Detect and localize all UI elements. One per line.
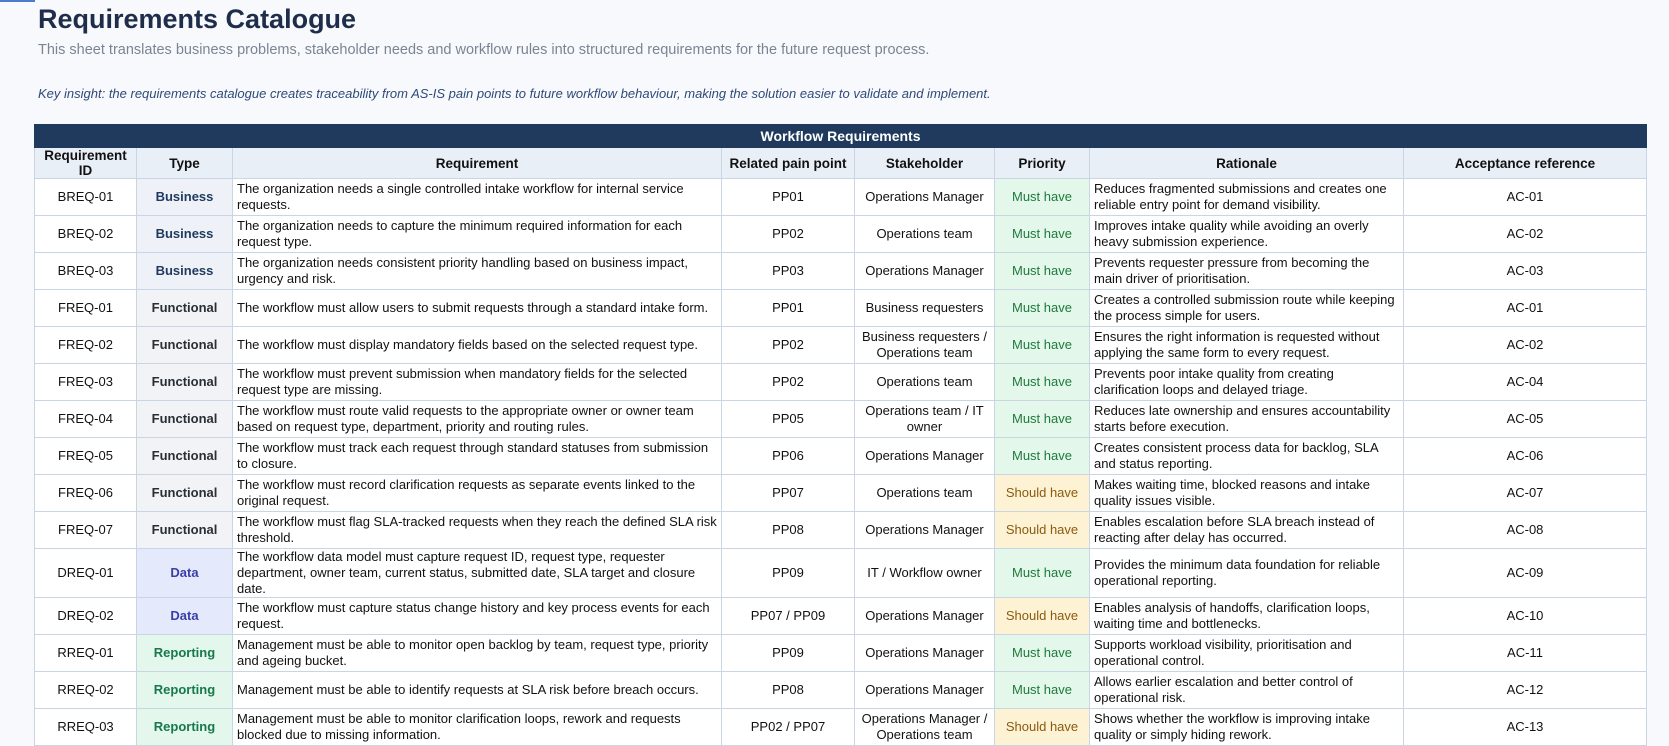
table-row bbox=[35, 401, 1647, 438]
cell-requirement: The workflow must capture status change history and key process events for each request. bbox=[233, 598, 722, 635]
cell-requirement-id: BREQ-02 bbox=[35, 216, 137, 253]
cell-pain-point: PP08 bbox=[722, 672, 855, 709]
cell-requirement: The workflow data model must capture request ID, request type, requester department, owner team, current status, submitted date, SLA target and closure date. bbox=[233, 549, 722, 598]
cell-rationale: Reduces fragmented submissions and creates one reliable entry point for demand visibility. bbox=[1090, 179, 1404, 216]
cell-pain-point: PP02 bbox=[722, 216, 855, 253]
cell-stakeholder: Business requesters bbox=[855, 290, 995, 327]
cell-pain-point: PP05 bbox=[722, 401, 855, 438]
cell-acceptance-reference: AC-13 bbox=[1404, 709, 1647, 746]
cell-stakeholder: Operations Manager bbox=[855, 512, 995, 549]
cell-type: Business bbox=[137, 179, 233, 216]
cell-stakeholder: Operations Manager bbox=[855, 635, 995, 672]
cell-pain-point: PP01 bbox=[722, 290, 855, 327]
cell-requirement-id: DREQ-01 bbox=[35, 549, 137, 598]
header-acceptance-reference: Acceptance reference bbox=[1404, 148, 1647, 179]
cell-rationale: Enables analysis of handoffs, clarification loops, waiting time and bottlenecks. bbox=[1090, 598, 1404, 635]
cell-type: Functional bbox=[137, 327, 233, 364]
cell-pain-point: PP06 bbox=[722, 438, 855, 475]
cell-type: Functional bbox=[137, 290, 233, 327]
cell-requirement-id: FREQ-02 bbox=[35, 327, 137, 364]
cell-requirement: The workflow must flag SLA-tracked requests when they reach the defined SLA risk threshold. bbox=[233, 512, 722, 549]
cell-requirement-id: RREQ-01 bbox=[35, 635, 137, 672]
cell-rationale: Improves intake quality while avoiding an overly heavy submission experience. bbox=[1090, 216, 1404, 253]
table-row bbox=[35, 672, 1647, 709]
cell-type: Reporting bbox=[137, 709, 233, 746]
header-rationale: Rationale bbox=[1090, 148, 1404, 179]
table-body bbox=[35, 179, 1647, 746]
cell-type: Data bbox=[137, 598, 233, 635]
cell-pain-point: PP09 bbox=[722, 635, 855, 672]
cell-rationale: Makes waiting time, blocked reasons and intake quality issues visible. bbox=[1090, 475, 1404, 512]
cell-acceptance-reference: AC-10 bbox=[1404, 598, 1647, 635]
header-requirement: Requirement bbox=[233, 148, 722, 179]
table-row bbox=[35, 179, 1647, 216]
cell-priority: Should have bbox=[995, 709, 1090, 746]
cell-requirement: The organization needs to capture the minimum required information for each request type. bbox=[233, 216, 722, 253]
cell-priority: Should have bbox=[995, 598, 1090, 635]
cell-requirement: The organization needs a single controlled intake workflow for internal service requests. bbox=[233, 179, 722, 216]
corner-accent bbox=[0, 0, 35, 2]
cell-rationale: Shows whether the workflow is improving intake quality or simply hiding rework. bbox=[1090, 709, 1404, 746]
cell-priority: Must have bbox=[995, 290, 1090, 327]
key-insight: Key insight: the requirements catalogue creates traceability from AS-IS pain points to future workflow behaviour, making the solution easier to validate and implement. bbox=[38, 86, 991, 101]
cell-pain-point: PP07 bbox=[722, 475, 855, 512]
table-row bbox=[35, 549, 1647, 598]
cell-acceptance-reference: AC-03 bbox=[1404, 253, 1647, 290]
cell-acceptance-reference: AC-07 bbox=[1404, 475, 1647, 512]
table-row bbox=[35, 216, 1647, 253]
header-stakeholder: Stakeholder bbox=[855, 148, 995, 179]
cell-requirement-id: RREQ-03 bbox=[35, 709, 137, 746]
cell-acceptance-reference: AC-08 bbox=[1404, 512, 1647, 549]
cell-acceptance-reference: AC-04 bbox=[1404, 364, 1647, 401]
cell-type: Functional bbox=[137, 438, 233, 475]
cell-requirement: The workflow must record clarification requests as separate events linked to the original request. bbox=[233, 475, 722, 512]
cell-rationale: Prevents poor intake quality from creating clarification loops and delayed triage. bbox=[1090, 364, 1404, 401]
cell-acceptance-reference: AC-02 bbox=[1404, 216, 1647, 253]
table-row bbox=[35, 253, 1647, 290]
cell-requirement: The workflow must track each request through standard statuses from submission to closure. bbox=[233, 438, 722, 475]
cell-requirement: Management must be able to monitor open backlog by team, request type, priority and ageing bucket. bbox=[233, 635, 722, 672]
table-row bbox=[35, 438, 1647, 475]
cell-pain-point: PP07 / PP09 bbox=[722, 598, 855, 635]
cell-pain-point: PP02 bbox=[722, 327, 855, 364]
cell-requirement: The organization needs consistent priority handling based on business impact, urgency and risk. bbox=[233, 253, 722, 290]
cell-priority: Must have bbox=[995, 216, 1090, 253]
cell-requirement: The workflow must allow users to submit requests through a standard intake form. bbox=[233, 290, 722, 327]
cell-priority: Must have bbox=[995, 327, 1090, 364]
table-row bbox=[35, 598, 1647, 635]
cell-rationale: Reduces late ownership and ensures accountability starts before execution. bbox=[1090, 401, 1404, 438]
cell-requirement-id: FREQ-01 bbox=[35, 290, 137, 327]
cell-type: Functional bbox=[137, 401, 233, 438]
cell-requirement-id: RREQ-02 bbox=[35, 672, 137, 709]
cell-stakeholder: Operations Manager bbox=[855, 179, 995, 216]
cell-rationale: Creates consistent process data for backlog, SLA and status reporting. bbox=[1090, 438, 1404, 475]
table-row bbox=[35, 475, 1647, 512]
cell-pain-point: PP02 bbox=[722, 364, 855, 401]
cell-stakeholder: Operations team bbox=[855, 475, 995, 512]
cell-requirement-id: FREQ-07 bbox=[35, 512, 137, 549]
cell-requirement-id: BREQ-01 bbox=[35, 179, 137, 216]
cell-rationale: Prevents requester pressure from becoming the main driver of prioritisation. bbox=[1090, 253, 1404, 290]
cell-requirement-id: FREQ-05 bbox=[35, 438, 137, 475]
cell-acceptance-reference: AC-02 bbox=[1404, 327, 1647, 364]
page-title: Requirements Catalogue bbox=[38, 4, 357, 34]
table-row bbox=[35, 364, 1647, 401]
cell-pain-point: PP03 bbox=[722, 253, 855, 290]
header-priority: Priority bbox=[995, 148, 1090, 179]
cell-requirement-id: DREQ-02 bbox=[35, 598, 137, 635]
cell-acceptance-reference: AC-06 bbox=[1404, 438, 1647, 475]
header-type: Type bbox=[137, 148, 233, 179]
requirements-table bbox=[34, 124, 1647, 746]
cell-stakeholder: Business requesters / Operations team bbox=[855, 327, 995, 364]
cell-rationale: Enables escalation before SLA breach instead of reacting after delay has occurred. bbox=[1090, 512, 1404, 549]
cell-rationale: Provides the minimum data foundation for reliable operational reporting. bbox=[1090, 549, 1404, 598]
cell-stakeholder: Operations team bbox=[855, 216, 995, 253]
cell-type: Functional bbox=[137, 364, 233, 401]
cell-acceptance-reference: AC-01 bbox=[1404, 290, 1647, 327]
cell-requirement-id: FREQ-03 bbox=[35, 364, 137, 401]
cell-pain-point: PP08 bbox=[722, 512, 855, 549]
cell-priority: Must have bbox=[995, 438, 1090, 475]
table-row bbox=[35, 709, 1647, 746]
cell-priority: Must have bbox=[995, 549, 1090, 598]
cell-acceptance-reference: AC-01 bbox=[1404, 179, 1647, 216]
table-row bbox=[35, 327, 1647, 364]
cell-stakeholder: Operations team / IT owner bbox=[855, 401, 995, 438]
cell-stakeholder: IT / Workflow owner bbox=[855, 549, 995, 598]
cell-requirement-id: FREQ-04 bbox=[35, 401, 137, 438]
cell-type: Functional bbox=[137, 512, 233, 549]
cell-priority: Should have bbox=[995, 475, 1090, 512]
cell-requirement-id: BREQ-03 bbox=[35, 253, 137, 290]
cell-stakeholder: Operations Manager bbox=[855, 598, 995, 635]
cell-rationale: Ensures the right information is requested without applying the same form to every request. bbox=[1090, 327, 1404, 364]
page-subtitle: This sheet translates business problems, stakeholder needs and workflow rules into structured requirements for the future request process. bbox=[38, 42, 930, 58]
cell-requirement: Management must be able to identify requests at SLA risk before breach occurs. bbox=[233, 672, 722, 709]
cell-requirement: The workflow must prevent submission when mandatory fields for the selected request type are missing. bbox=[233, 364, 722, 401]
header-related-pain-point: Related pain point bbox=[722, 148, 855, 179]
cell-requirement-id: FREQ-06 bbox=[35, 475, 137, 512]
cell-pain-point: PP09 bbox=[722, 549, 855, 598]
cell-priority: Must have bbox=[995, 253, 1090, 290]
cell-type: Reporting bbox=[137, 672, 233, 709]
cell-stakeholder: Operations Manager bbox=[855, 253, 995, 290]
cell-stakeholder: Operations team bbox=[855, 364, 995, 401]
cell-priority: Should have bbox=[995, 512, 1090, 549]
table-row bbox=[35, 290, 1647, 327]
cell-requirement: Management must be able to monitor clarification loops, rework and requests blocked due to missing information. bbox=[233, 709, 722, 746]
cell-priority: Must have bbox=[995, 635, 1090, 672]
table-row bbox=[35, 512, 1647, 549]
cell-type: Business bbox=[137, 253, 233, 290]
cell-rationale: Supports workload visibility, prioritisation and operational control. bbox=[1090, 635, 1404, 672]
cell-type: Business bbox=[137, 216, 233, 253]
cell-acceptance-reference: AC-09 bbox=[1404, 549, 1647, 598]
cell-acceptance-reference: AC-11 bbox=[1404, 635, 1647, 672]
cell-pain-point: PP02 / PP07 bbox=[722, 709, 855, 746]
cell-pain-point: PP01 bbox=[722, 179, 855, 216]
cell-stakeholder: Operations Manager / Operations team bbox=[855, 709, 995, 746]
cell-acceptance-reference: AC-05 bbox=[1404, 401, 1647, 438]
cell-requirement: The workflow must route valid requests to the appropriate owner or owner team based on request type, department, priority and routing rules. bbox=[233, 401, 722, 438]
cell-stakeholder: Operations Manager bbox=[855, 672, 995, 709]
cell-type: Functional bbox=[137, 475, 233, 512]
cell-acceptance-reference: AC-12 bbox=[1404, 672, 1647, 709]
cell-priority: Must have bbox=[995, 401, 1090, 438]
header-requirement-id: Requirement ID bbox=[35, 148, 137, 179]
table-banner: Workflow Requirements bbox=[35, 125, 1647, 148]
cell-priority: Must have bbox=[995, 364, 1090, 401]
cell-rationale: Creates a controlled submission route while keeping the process simple for users. bbox=[1090, 290, 1404, 327]
cell-priority: Must have bbox=[995, 179, 1090, 216]
cell-priority: Must have bbox=[995, 672, 1090, 709]
table-row bbox=[35, 635, 1647, 672]
cell-type: Data bbox=[137, 549, 233, 598]
cell-requirement: The workflow must display mandatory fields based on the selected request type. bbox=[233, 327, 722, 364]
cell-stakeholder: Operations Manager bbox=[855, 438, 995, 475]
cell-rationale: Allows earlier escalation and better control of operational risk. bbox=[1090, 672, 1404, 709]
cell-type: Reporting bbox=[137, 635, 233, 672]
